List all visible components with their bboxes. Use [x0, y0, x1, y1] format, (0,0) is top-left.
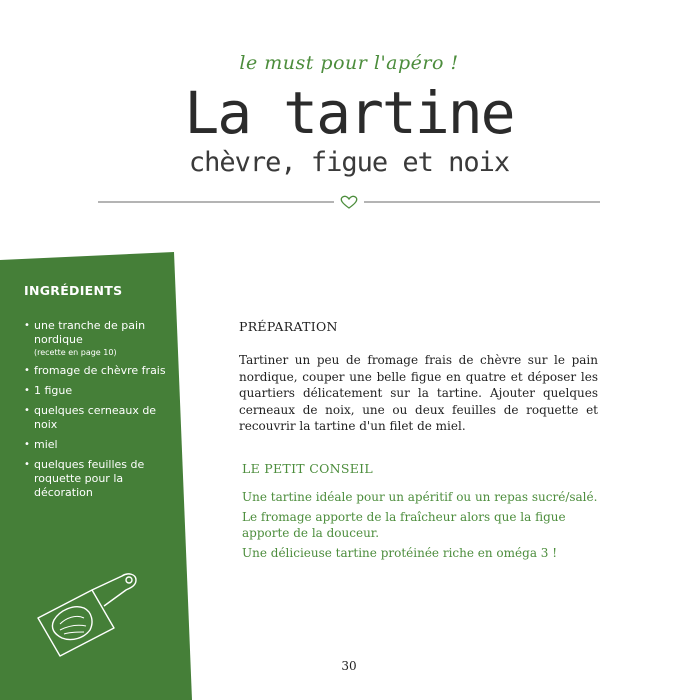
ingredient-text: 1 figue [34, 384, 73, 397]
list-item [24, 438, 174, 452]
tip-line: Le fromage apporte de la fraîcheur alors que la figue apporte de la douceur. [242, 510, 566, 540]
ingredients-title: INGRÉDIENTS [24, 283, 123, 298]
list-item [24, 319, 174, 358]
preparation-text: Tartiner un peu de fromage frais de chèvre sur le pain nordique, couper une belle figue en quatre et déposer les quartiers délicatement sur la tartine. Ajouter quelques cerneaux de noix, une ou deux feuilles de roquette et recouvrir la tartine d'un filet de miel. [239, 353, 598, 433]
ingredient-text: quelques feuilles de roquette pour la décoration [34, 458, 145, 499]
tip-line: Une tartine idéale pour un apéritif ou un repas sucré/salé. [242, 490, 598, 504]
tagline: le must pour l'apéro ! [239, 52, 459, 74]
page-number: 30 [341, 659, 357, 673]
title-divider [98, 193, 600, 211]
tip-title: LE PETIT CONSEIL [242, 461, 373, 476]
page-subtitle: chèvre, figue et noix [188, 147, 510, 178]
preparation-title: PRÉPARATION [239, 319, 338, 334]
ingredient-text: une tranche de pain nordique [34, 319, 146, 346]
list-item [24, 404, 174, 432]
ingredient-text: miel [34, 438, 58, 451]
tip-line: Une délicieuse tartine protéinée riche en oméga 3 ! [242, 546, 558, 560]
list-item [24, 458, 174, 500]
ingredient-text: quelques cerneaux de noix [34, 404, 157, 431]
ingredient-note: (recette en page 10) [34, 348, 117, 357]
list-item [24, 384, 174, 398]
ingredients-list [24, 319, 174, 506]
ingredient-text: fromage de chèvre frais [34, 364, 166, 377]
cutting-board-icon [30, 566, 152, 658]
tip-list [242, 489, 604, 565]
page-title: La tartine [184, 79, 514, 147]
list-item [24, 364, 174, 378]
heart-icon [341, 196, 356, 208]
